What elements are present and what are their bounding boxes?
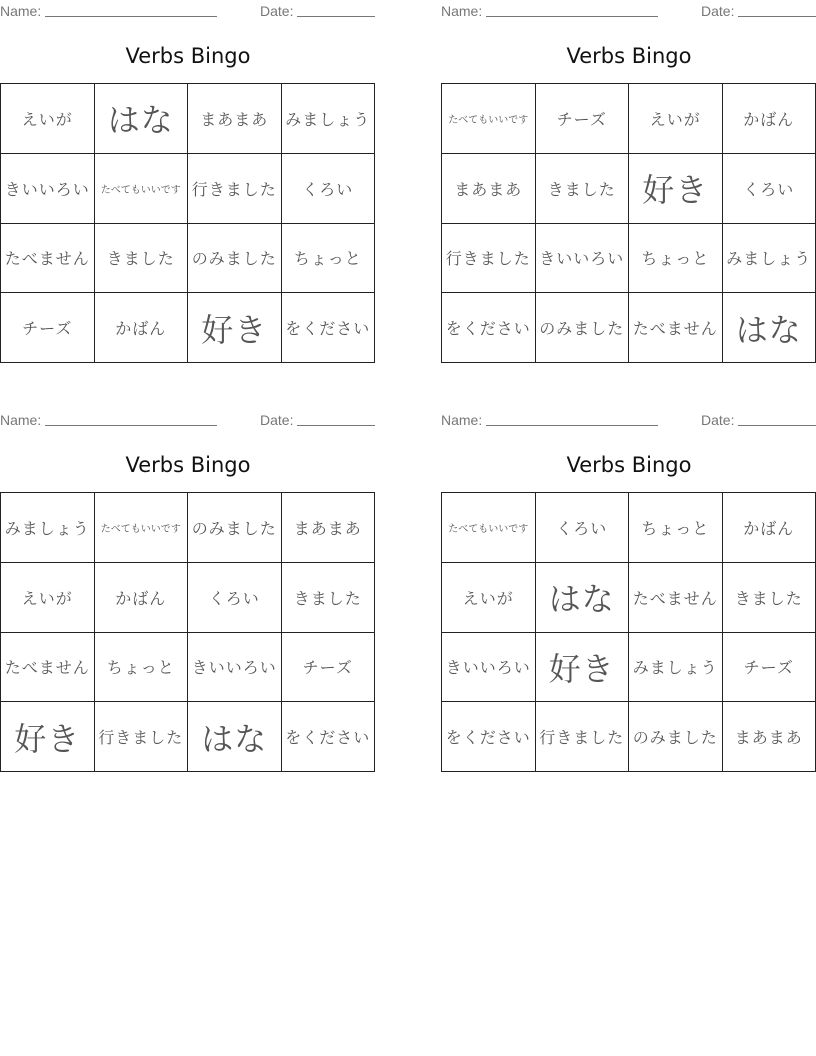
date-label: Date: — [260, 412, 294, 428]
bingo-grid — [0, 492, 375, 772]
card-title: Verbs Bingo — [566, 44, 692, 68]
bingo-cell: はな — [95, 84, 189, 154]
bingo-cell: ちょっと — [629, 493, 723, 563]
bingo-cell: 行きました — [442, 224, 536, 294]
bingo-cell: みましょう — [723, 224, 816, 294]
card-header — [441, 2, 816, 20]
date-label: Date: — [701, 3, 735, 19]
bingo-cell: たべません — [1, 224, 95, 294]
name-blank-line — [486, 16, 658, 17]
bingo-cell: 好き — [1, 702, 95, 772]
bingo-grid — [441, 83, 816, 363]
bingo-cell: をください — [282, 293, 376, 363]
date-label: Date: — [260, 3, 294, 19]
name-blank-line — [45, 425, 217, 426]
bingo-cell: をください — [442, 293, 536, 363]
bingo-cell: きいいろい — [536, 224, 630, 294]
card-title: Verbs Bingo — [566, 453, 692, 477]
bingo-cell: チーズ — [723, 633, 816, 703]
bingo-cell: きいいろい — [1, 154, 95, 224]
bingo-grid — [0, 83, 375, 363]
card-header — [0, 411, 376, 429]
bingo-cell: ちょっと — [95, 633, 189, 703]
bingo-cell: 好き — [536, 633, 630, 703]
bingo-cell: のみました — [188, 493, 282, 563]
bingo-cell: はな — [723, 293, 816, 363]
bingo-cell: きました — [95, 224, 189, 294]
bingo-cell: きいいろい — [442, 633, 536, 703]
bingo-grid — [441, 492, 816, 772]
bingo-cell: たべてもいいです — [442, 493, 536, 563]
bingo-card-1 — [0, 0, 376, 370]
bingo-cell: ちょっと — [629, 224, 723, 294]
bingo-cell: きました — [536, 154, 630, 224]
card-title: Verbs Bingo — [125, 44, 251, 68]
bingo-cell: はな — [536, 563, 630, 633]
bingo-cell: たべてもいいです — [95, 493, 189, 563]
bingo-cell: 行きました — [188, 154, 282, 224]
bingo-cell: かばん — [723, 493, 816, 563]
bingo-cell: のみました — [629, 702, 723, 772]
bingo-cell: たべてもいいです — [95, 154, 189, 224]
bingo-cell: くろい — [723, 154, 816, 224]
bingo-card-2 — [441, 0, 816, 370]
bingo-cell: きました — [282, 563, 376, 633]
date-blank-line — [297, 16, 375, 17]
bingo-cell: えいが — [1, 84, 95, 154]
bingo-cell: チーズ — [282, 633, 376, 703]
card-title: Verbs Bingo — [125, 453, 251, 477]
bingo-cell: ちょっと — [282, 224, 376, 294]
name-label: Name: — [441, 412, 483, 428]
card-header — [441, 411, 816, 429]
bingo-cell: まあまあ — [723, 702, 816, 772]
bingo-cell: かばん — [95, 293, 189, 363]
bingo-cell: かばん — [95, 563, 189, 633]
bingo-cell: のみました — [536, 293, 630, 363]
name-label: Name: — [0, 3, 42, 19]
bingo-cell: 好き — [629, 154, 723, 224]
bingo-cell: をください — [282, 702, 376, 772]
bingo-cell: をください — [442, 702, 536, 772]
name-label: Name: — [441, 3, 483, 19]
bingo-cell: チーズ — [536, 84, 630, 154]
date-blank-line — [738, 425, 816, 426]
bingo-cell: みましょう — [629, 633, 723, 703]
bingo-cell: のみました — [188, 224, 282, 294]
bingo-cell: みましょう — [1, 493, 95, 563]
card-header — [0, 2, 376, 20]
bingo-cell: たべません — [1, 633, 95, 703]
bingo-card-3 — [0, 409, 376, 779]
bingo-cell: たべません — [629, 293, 723, 363]
bingo-cell: チーズ — [1, 293, 95, 363]
bingo-card-4 — [441, 409, 816, 779]
bingo-cell: まあまあ — [188, 84, 282, 154]
date-blank-line — [738, 16, 816, 17]
bingo-cell: はな — [188, 702, 282, 772]
bingo-cell: 好き — [188, 293, 282, 363]
bingo-cell: くろい — [188, 563, 282, 633]
bingo-cell: えいが — [629, 84, 723, 154]
bingo-cell: くろい — [536, 493, 630, 563]
bingo-cell: みましょう — [282, 84, 376, 154]
bingo-cell: まあまあ — [442, 154, 536, 224]
bingo-cell: まあまあ — [282, 493, 376, 563]
bingo-cell: 行きました — [95, 702, 189, 772]
bingo-cell: きました — [723, 563, 816, 633]
bingo-cell: くろい — [282, 154, 376, 224]
bingo-cell: たべません — [629, 563, 723, 633]
name-blank-line — [45, 16, 217, 17]
bingo-cell: きいいろい — [188, 633, 282, 703]
bingo-cell: えいが — [442, 563, 536, 633]
bingo-cell: たべてもいいです — [442, 84, 536, 154]
date-blank-line — [297, 425, 375, 426]
name-label: Name: — [0, 412, 42, 428]
name-blank-line — [486, 425, 658, 426]
date-label: Date: — [701, 412, 735, 428]
bingo-cell: かばん — [723, 84, 816, 154]
bingo-cell: 行きました — [536, 702, 630, 772]
bingo-cell: えいが — [1, 563, 95, 633]
